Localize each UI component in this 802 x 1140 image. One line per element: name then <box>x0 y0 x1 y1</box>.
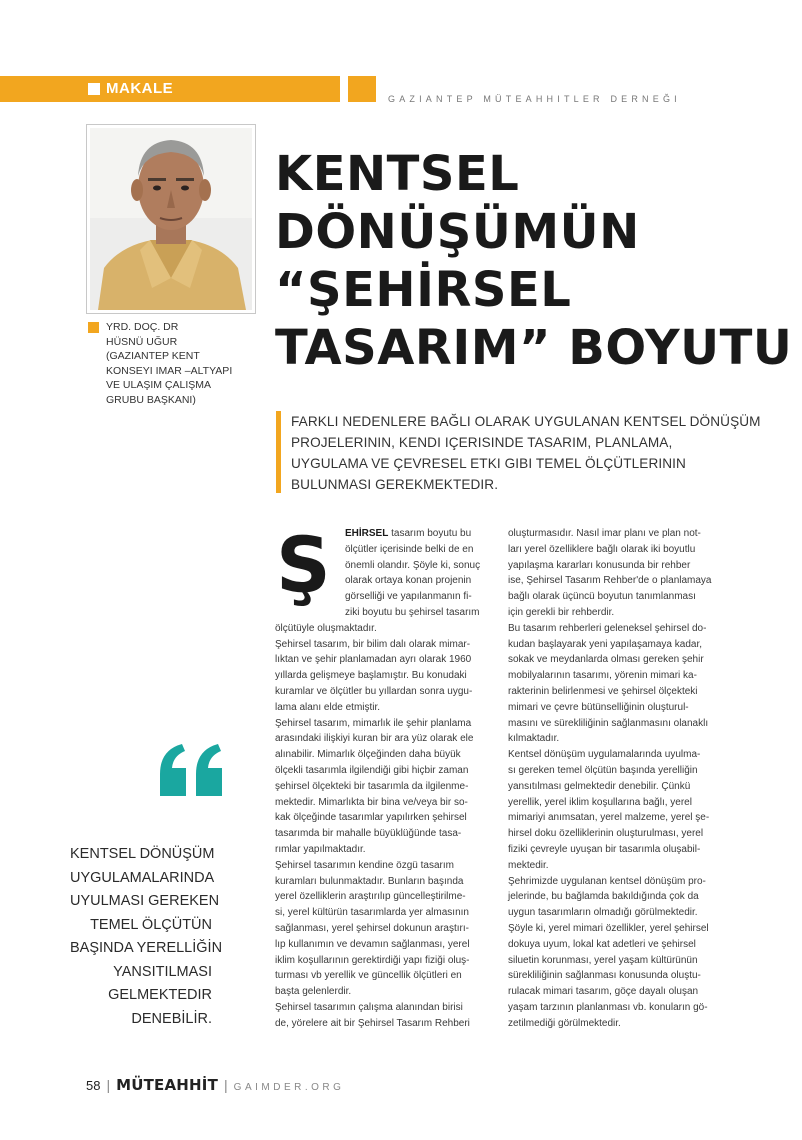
body-text-line: bağlı olarak üçüncü boyutun tanımlanması <box>508 591 696 603</box>
body-text-line: yerellik, yerel iklim koşullarına bağlı, yerel <box>508 796 692 808</box>
body-text-line: mektedir. Mimarlıkta bir bina ve/veya bir so- <box>275 796 468 808</box>
body-text-line: lıp kullanımın ve devamın sağlanması, yerel <box>275 938 470 950</box>
lead-line: UYGULAMA VE ÇEVRESEL ETKI GIBI TEMEL ÖLÇÜTLERININ <box>291 456 686 471</box>
body-text-line: yansıtılması gelmektedir denebilir. Çünkü <box>508 780 691 792</box>
body-text-line: kuramlar ve ölçütler bu yıllardan sonra uygu- <box>275 685 473 697</box>
body-text-line: sokak ve meydanlarda olması gereken şehir <box>508 654 704 666</box>
magazine-name: MÜTEAHHİT <box>116 1076 219 1094</box>
body-text-line: Şöyle ki, yerel mimari özellikler, yerel şehirsel <box>508 922 709 934</box>
pull-quote <box>70 843 223 1031</box>
body-text-line: de, yörelere ait bir Şehirsel Tasarım Rehberi <box>275 1017 470 1029</box>
body-text-line: önemli olandır. Şöyle ki, sonuç <box>345 559 481 571</box>
author-line: VE ULAŞIM ÇALIŞMA <box>106 379 212 392</box>
pullquote-line: BAŞINDA YERELLİĞİN <box>70 940 223 956</box>
body-text-line: ziki boyutu bu şehirsel tasarım <box>345 606 480 618</box>
body-text-line: rımlar yapılmaktadır. <box>275 843 366 855</box>
body-text-line: yerel özelliklerin araştırılıp güncelleştirilme- <box>275 891 466 903</box>
section-banner <box>0 76 340 102</box>
pullquote-line: TEMEL ÖLÇÜTÜN <box>90 916 212 933</box>
body-text-line: ölçekli tasarımla ilgilendiği gibi hiçbir zaman <box>275 764 469 776</box>
lead-word: EHİRSEL <box>345 528 389 539</box>
body-text-line: ları yerel özelliklere bağlı olarak iki boyutlu <box>508 543 696 555</box>
body-text-line: fiziki çevreyle uyuşan bir tasarımla oluşabil- <box>508 843 701 855</box>
body-text-line: sı gereken temel ölçütün başında yerelliğin <box>508 764 698 776</box>
body-text-line: si, yerel kültürün tasarımlarda yer almasının <box>275 907 469 919</box>
body-text-line: Şehrimizde uygulanan kentsel dönüşüm pro- <box>508 875 706 887</box>
body-text-line: yapılaşma kararları konusunda bir rehber <box>508 559 691 571</box>
quote-mark-icon <box>156 740 226 800</box>
body-text-line: kılmaktadır. <box>508 733 560 745</box>
body-text-line: görselliği ve yapılanmanın fi- <box>345 591 472 603</box>
body-text-line: yaşam tarzının planlanması vb. konuların gö- <box>508 1001 708 1013</box>
body-text-line: mimariyi anımsatan, yerel malzeme, yerel şe- <box>508 812 710 824</box>
section-label: MAKALE <box>106 80 174 97</box>
body-text-line: Şehirsel tasarımın kendine özgü tasarım <box>275 859 454 871</box>
body-text-line: Şehirsel tasarımın çalışma alanından birisi <box>275 1001 463 1013</box>
author-info <box>106 320 266 408</box>
lead-line: PROJELERININ, KENDI IÇERISINDE TASARIM, PLANLAMA, <box>291 435 673 450</box>
body-text-line: sürekliliğinin sağlanması konusunda oluştu- <box>508 970 701 982</box>
body-text-line: başta gelenlerdir. <box>275 986 352 998</box>
body-text-line: sağlanması, yerel şehirsel dokunun araştırı- <box>275 922 469 934</box>
body-text-line: zetilmediği görülmektedir. <box>508 1017 621 1029</box>
pullquote-line: KENTSEL DÖNÜŞÜM <box>70 846 215 862</box>
body-text-line: uygun tasarımların olmadığı görülmektedir. <box>508 907 698 919</box>
pullquote-line: YANSITILMASI <box>113 963 212 980</box>
author-portrait-image <box>90 128 252 310</box>
page-footer <box>86 1076 344 1094</box>
body-text-line: Kentsel dönüşüm uygulamalarında uyulma- <box>508 749 701 761</box>
body-text-line: mimari ve çevre bütünselliğinin oluşturul- <box>508 701 689 713</box>
association-name: GAZIANTEP MÜTEAHHITLER DERNEĞI <box>388 94 681 104</box>
body-text-line: Şehirsel tasarım, bir bilim dalı olarak mimar- <box>275 638 471 650</box>
pullquote-line: UYGULAMALARINDA <box>70 869 215 886</box>
author-line: HÜSNÜ UĞUR <box>106 335 178 348</box>
body-column-2 <box>508 526 730 1032</box>
body-text-line: mektedir. <box>508 859 549 871</box>
section-square-icon <box>88 83 100 95</box>
first-line-text: tasarım boyutu bu <box>388 528 472 539</box>
body-text-line: rulacak mimari tasarım, göçe dayalı oluşan <box>508 986 699 998</box>
body-text-line: kudan başlayarak yeni yapılaşamaya kadar, <box>508 638 703 650</box>
lead-line: FARKLI NEDENLERE BAĞLI OLARAK UYGULANAN KENTSEL DÖNÜŞÜM <box>291 414 761 429</box>
body-text-line: kuramları bulunmaktadır. Bunların başında <box>275 875 464 887</box>
body-text-line: jelerinde, bu bağlamda bakıldığında çok da <box>508 891 699 903</box>
author-line: YRD. DOÇ. DR <box>106 321 179 333</box>
title-line: KENTSEL <box>275 146 520 202</box>
banner-accent-block <box>348 76 376 102</box>
lead-accent-bar <box>276 411 281 493</box>
author-marker-icon <box>88 322 99 333</box>
body-text-line: dokuya uyum, lokal kat adetleri ve şehirsel <box>508 938 696 950</box>
body-first-line <box>275 526 495 542</box>
pullquote-line: GELMEKTEDIR <box>108 987 212 1003</box>
body-column-1 <box>275 526 495 1032</box>
body-text-line: arasındaki ilişkiyi kuran bir ara yüz olarak ele <box>275 733 474 745</box>
body-text-line: rakterinin belirlenmesi ve şehirsel ölçekteki <box>508 685 698 697</box>
drop-cap: Ş <box>276 520 331 609</box>
footer-separator: | <box>224 1077 228 1093</box>
author-line: GRUBU BAŞKANI) <box>106 393 196 406</box>
body-text-line: turması vb yerellik ve güncellik ölçütleri en <box>275 970 462 982</box>
body-text-line: oluşturmasıdır. Nasıl imar planı ve plan not- <box>508 528 701 539</box>
body-text-line: lama alanı elde etmiştir. <box>275 701 381 713</box>
body-text-line: siluetin korunması, yerel yaşam kültürünün <box>508 954 698 966</box>
body-text-line: mobilyalarının tasarımı, yörenin mimari ka- <box>508 670 697 682</box>
body-text-line: olarak ortaya konan projenin <box>345 575 472 587</box>
author-photo <box>86 124 256 314</box>
article-lead <box>291 411 771 495</box>
body-text-line: ölçütüyle oluşmaktadır. <box>275 622 377 634</box>
body-text-line: ise, Şehirsel Tasarım Rehber'de o planlamaya <box>508 575 712 587</box>
body-text-line: için gerekli bir rehberdir. <box>508 606 615 618</box>
body-text-line: şehirsel ölçekteki bir tasarımla da ilgilenme- <box>275 780 469 792</box>
pullquote-line: UYULMASI GEREKEN <box>70 893 220 909</box>
title-line: “ŞEHİRSEL <box>275 262 572 318</box>
body-text-line: iklim koşullarının gerektirdiği yapı fiziği oluş- <box>275 954 470 966</box>
body-text-line: hirsel doku özelliklerinin oluşturulması, yerel <box>508 828 704 840</box>
body-text-line: masını ve sürekliliğinin sağlanmasını olanaklı <box>508 717 709 729</box>
website: GAIMDER.ORG <box>233 1082 345 1093</box>
body-text-line: Şehirsel tasarım, mimarlık ile şehir planlama <box>275 717 472 729</box>
author-line: (GAZIANTEP KENT <box>106 350 200 363</box>
body-text-line: ölçütler içerisinde belki de en <box>345 543 474 555</box>
body-text-line: yıllarda gelişmeye başlamıştır. Bu konudaki <box>275 670 467 682</box>
page-number: 58 <box>86 1078 101 1093</box>
title-line: TASARIM” BOYUTU <box>275 320 793 376</box>
title-line: DÖNÜŞÜMÜN <box>275 204 640 260</box>
body-text-line: kak ölçeğinde tasarımlar yapılırken şehirsel <box>275 812 467 824</box>
body-text-line: alınabilir. Mimarlık ölçeğinden daha büyük <box>275 749 461 761</box>
body-text-line: tasarımda bir mahalle büyüklüğünde tasa- <box>275 828 462 840</box>
body-text-line: Bu tasarım rehberleri geleneksel şehirsel do- <box>508 622 707 634</box>
article-title <box>275 145 793 377</box>
lead-line: BULUNMASI GEREKMEKTEDIR. <box>291 477 499 492</box>
body-text-line: lıktan ve şehir planlamadan ayrı olarak 1960 <box>275 654 472 666</box>
footer-separator: | <box>106 1077 111 1093</box>
pullquote-line: DENEBİLİR. <box>131 1010 212 1027</box>
author-line: KONSEYI IMAR –ALTYAPI <box>106 364 233 377</box>
